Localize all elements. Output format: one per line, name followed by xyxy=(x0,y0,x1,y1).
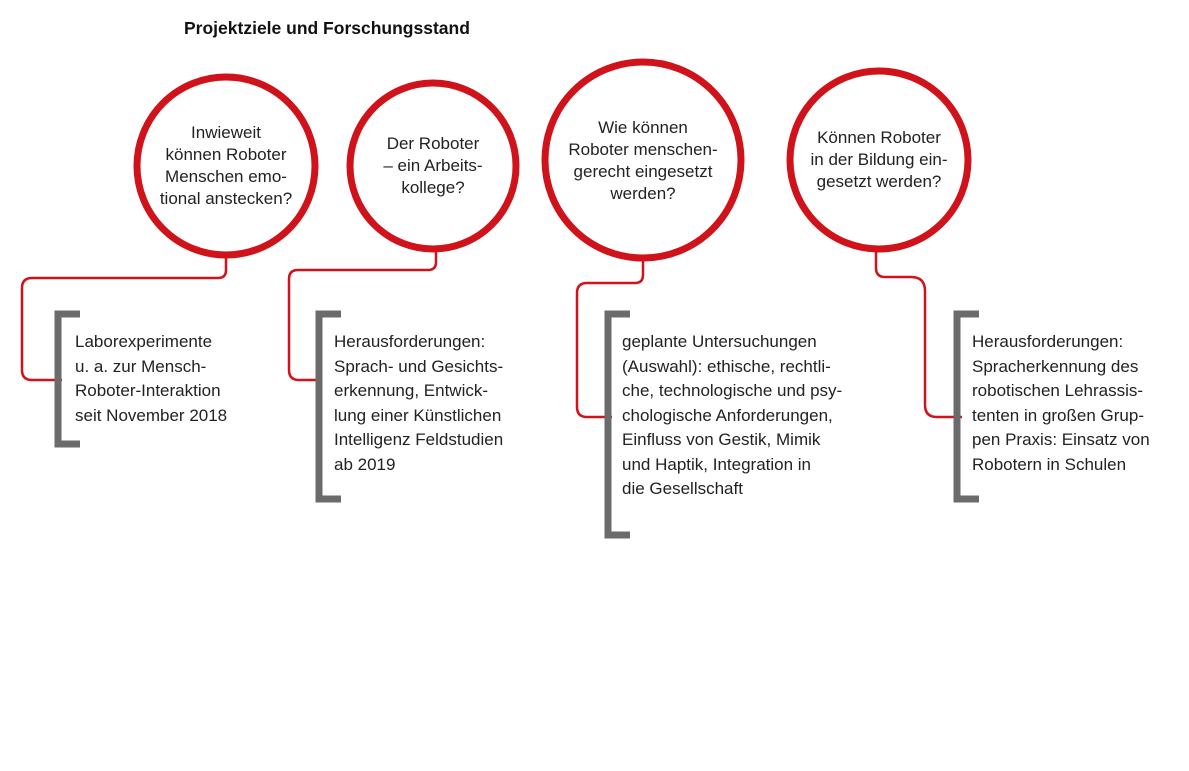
detail-1-line-3: erkennung, Entwick- xyxy=(334,381,489,400)
detail-2-line-4: chologische Anforderungen, xyxy=(622,405,833,425)
detail-0-line-2: u. a. zur Mensch- xyxy=(75,356,207,376)
detail-2-line-3: che, technologische und psy- xyxy=(622,381,843,400)
question-1-line-2: – ein Arbeits- xyxy=(383,156,483,175)
detail-2-line-7: die Gesellschaft xyxy=(622,479,743,498)
question-0-line-1: Inwieweit xyxy=(191,123,261,142)
question-1-line-3: kollege? xyxy=(401,178,465,197)
detail-2-line-1: geplante Untersuchungen xyxy=(622,332,817,351)
detail-3-line-3: robotischen Lehrassis- xyxy=(972,381,1144,400)
question-0 xyxy=(140,80,312,252)
question-3-line-2: in der Bildung ein- xyxy=(810,150,948,169)
detail-3-line-1: Herausforderungen: xyxy=(972,332,1124,351)
question-0-line-3: Menschen emo- xyxy=(165,167,287,186)
detail-1-line-1: Herausforderungen: xyxy=(334,332,486,351)
detail-1-line-5: Intelligenz Feldstudien xyxy=(334,430,504,449)
detail-1-line-6: ab 2019 xyxy=(334,454,396,474)
question-2-line-2: Roboter menschen- xyxy=(568,140,718,159)
question-3 xyxy=(793,74,965,246)
detail-1-line-2: Sprach- und Gesichts- xyxy=(334,356,504,376)
detail-3-line-5: pen Praxis: Einsatz von xyxy=(972,430,1150,449)
question-0-line-4: tional anstecken? xyxy=(159,189,293,208)
detail-2-line-2: (Auswahl): ethische, rechtli- xyxy=(622,356,831,376)
question-2-line-3: gerecht eingesetzt xyxy=(573,162,713,181)
detail-1-line-4: lung einer Künstlichen xyxy=(334,405,502,425)
diagram-title: Projektziele und Forschungsstand xyxy=(184,18,470,38)
detail-2-line-6: und Haptik, Integration in xyxy=(622,454,812,474)
detail-3-line-6: Robotern in Schulen xyxy=(972,454,1127,474)
question-2 xyxy=(548,66,738,256)
question-2-line-4: werden? xyxy=(610,184,676,203)
question-3-line-1: Können Roboter xyxy=(817,128,941,147)
detail-0 xyxy=(75,330,227,428)
detail-3-line-4: tenten in großen Grup- xyxy=(972,405,1144,425)
question-1 xyxy=(353,86,513,246)
question-2-line-1: Wie können xyxy=(598,118,688,137)
detail-3-line-2: Spracherkennung des xyxy=(972,356,1139,376)
connector-3 xyxy=(876,250,962,417)
question-1-line-1: Der Roboter xyxy=(386,134,480,153)
detail-2 xyxy=(622,330,842,502)
detail-0-line-4: seit November 2018 xyxy=(75,405,228,425)
question-0-line-2: können Roboter xyxy=(165,145,287,164)
detail-3 xyxy=(972,330,1150,477)
detail-2-line-5: Einfluss von Gestik, Mimik xyxy=(622,430,821,449)
detail-0-line-3: Roboter-Interaktion xyxy=(75,381,221,400)
detail-1 xyxy=(334,330,503,477)
detail-0-line-1: Laborexperimente xyxy=(75,332,213,351)
question-3-line-3: gesetzt werden? xyxy=(816,172,942,191)
